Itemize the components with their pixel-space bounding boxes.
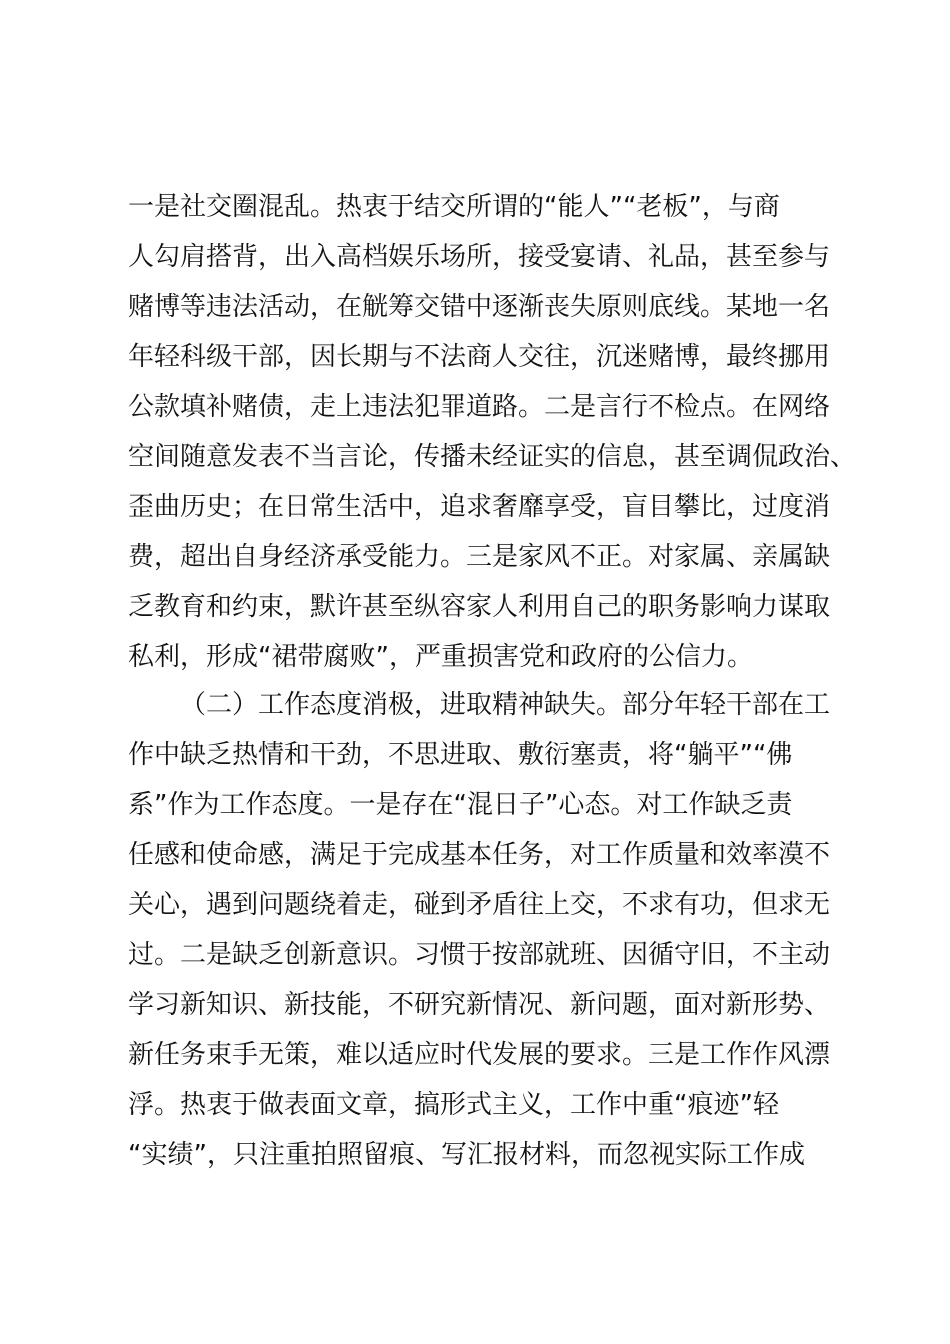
- paragraph-1-line: 乏教育和约束，默许甚至纵容家人利用自己的职务影响力谋取: [128, 592, 831, 622]
- paragraph-1-line: 人勾肩搭背，出入高档娱乐场所，接受宴请、礼品，甚至参与: [128, 242, 831, 272]
- paragraph-1-line: 空间随意发表不当言论，传播未经证实的信息，甚至调侃政治、: [128, 442, 857, 472]
- paragraph-2-line: 作中缺乏热情和干劲，不思进取、敷衍塞责，将“躺平”“佛: [128, 740, 793, 770]
- paragraph-2-heading-line: （二）工作态度消极，进取精神缺失。部分年轻干部在工: [180, 690, 831, 720]
- paragraph-1-line: 赌博等违法活动，在觥筹交错中逐渐丧失原则底线。某地一名: [128, 292, 831, 322]
- paragraph-1-line: 一是社交圈混乱。热衷于结交所谓的“能人”“老板”，与商: [128, 192, 780, 222]
- paragraph-1-line: 公款填补赌债，走上违法犯罪道路。二是言行不检点。在网络: [128, 392, 831, 422]
- paragraph-2-line: “实绩”，只注重拍照留痕、写汇报材料，而忽视实际工作成: [128, 1140, 805, 1170]
- paragraph-2-line: 过。二是缺乏创新意识。习惯于按部就班、因循守旧，不主动: [128, 940, 831, 970]
- paragraph-2-line: 新任务束手无策，难以适应时代发展的要求。三是工作作风漂: [128, 1040, 831, 1070]
- paragraph-1-line: 年轻科级干部，因长期与不法商人交往，沉迷赌博，最终挪用: [128, 342, 831, 372]
- paragraph-2-line: 浮。热衷于做表面文章，搞形式主义，工作中重“痕迹”轻: [128, 1090, 779, 1120]
- paragraph-2: [128, 680, 848, 1180]
- paragraph-2-line: 任感和使命感，满足于完成基本任务，对工作质量和效率漠不: [128, 840, 831, 870]
- paragraph-1-line: 歪曲历史；在日常生活中，追求奢靡享受，盲目攀比，过度消: [128, 492, 831, 522]
- paragraph-2-line: 关心，遇到问题绕着走，碰到矛盾往上交，不求有功，但求无: [128, 890, 831, 920]
- paragraph-1: [128, 182, 857, 682]
- paragraph-2-line: 学习新知识、新技能，不研究新情况、新问题，面对新形势、: [128, 990, 831, 1020]
- paragraph-1-line: 费，超出自身经济承受能力。三是家风不正。对家属、亲属缺: [128, 542, 831, 572]
- paragraph-1-line: 私利，形成“裙带腐败”，严重损害党和政府的公信力。: [128, 642, 753, 672]
- paragraph-2-line: 系”作为工作态度。一是存在“混日子”心态。对工作缺乏责: [128, 790, 793, 820]
